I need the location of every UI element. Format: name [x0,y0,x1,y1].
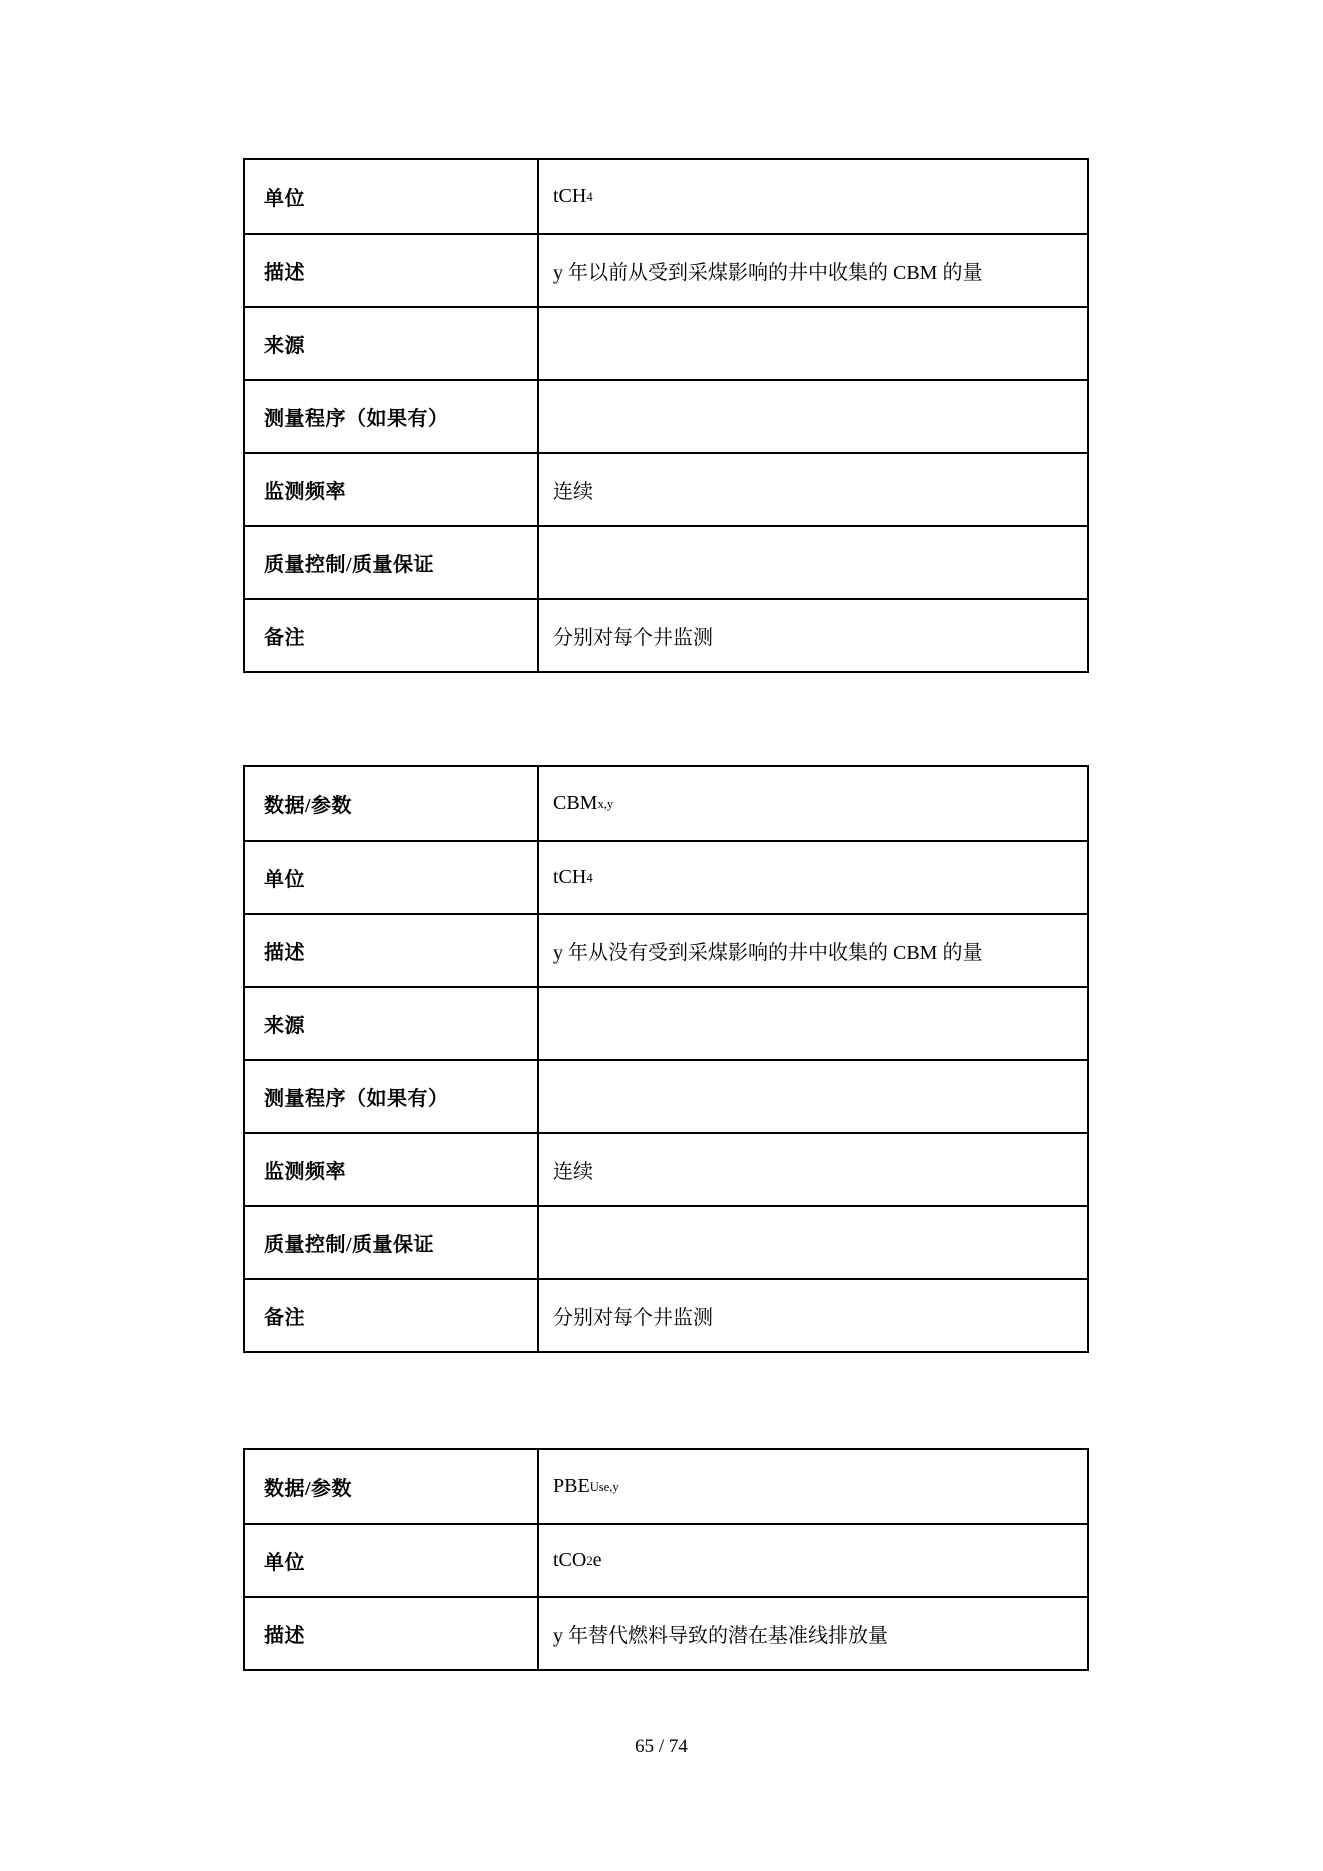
row-value-cell [539,308,1087,379]
row-label-cell: 描述 [245,235,539,306]
row-value-cell [539,1207,1087,1278]
row-label-cell: 监测频率 [245,1134,539,1205]
row-label-cell: 来源 [245,988,539,1059]
table-row [245,306,1087,379]
value-text: 分别对每个井监测 [553,627,713,649]
row-label-cell: 质量控制/质量保证 [245,527,539,598]
value-text: PBE [553,1475,590,1497]
table-row [245,452,1087,525]
row-value-cell [539,1280,1087,1351]
row-value-cell [539,1134,1087,1205]
row-value-cell: PBE Use,y [553,1475,619,1497]
row-value-cell [539,527,1087,598]
value-text: 连续 [553,1161,593,1183]
row-label-cell: 测量程序（如果有） [245,1061,539,1132]
row-label-cell: 备注 [245,1280,539,1351]
table-row [245,913,1087,986]
table-row [245,840,1087,913]
page-number: 65 / 74 [635,1736,688,1757]
row-label-cell: 备注 [245,600,539,671]
row-value-cell [539,1061,1087,1132]
value-text: e [592,1549,602,1571]
row-label-cell: 监测频率 [245,454,539,525]
table-row [245,767,1087,840]
row-value-cell [539,1598,1087,1669]
value-text: tCH [553,185,587,207]
row-value-cell [539,381,1087,452]
row-value-cell [539,454,1087,525]
table-row [245,1205,1087,1278]
table-row [245,598,1087,671]
table-row [245,1059,1087,1132]
monitoring-parameter-table-continued [243,158,1089,673]
row-value-cell: tCH 4 [553,185,593,207]
row-label-cell: 测量程序（如果有） [245,381,539,452]
value-text: tCH [553,866,587,888]
row-label-cell: 质量控制/质量保证 [245,1207,539,1278]
value-text: y 年从没有受到采煤影响的井中收集的 CBM 的量 [553,942,983,964]
row-value-cell [539,235,1087,306]
row-label-cell: 单位 [245,842,539,913]
row-label-cell: 描述 [245,1598,539,1669]
row-label-cell: 来源 [245,308,539,379]
value-text: tCO [553,1549,587,1571]
row-value-cell [539,988,1087,1059]
row-value-cell [539,600,1087,671]
row-label-cell: 数据/参数 [245,1450,539,1523]
table-row [245,525,1087,598]
table-row [245,1596,1087,1669]
table-row [245,160,1087,233]
value-text: 分别对每个井监测 [553,1307,713,1329]
table-row [245,986,1087,1059]
table-row [245,1132,1087,1205]
row-value-cell: tCH 4 [553,866,593,888]
table-row [245,379,1087,452]
row-label-cell: 单位 [245,1525,539,1596]
row-value-cell [539,915,1087,986]
row-label-cell: 描述 [245,915,539,986]
monitoring-parameter-table-pbe-use [243,1448,1089,1671]
table-row [245,233,1087,306]
row-value-cell: CBM x,y [553,792,614,814]
row-label-cell: 单位 [245,160,539,233]
value-text: y 年以前从受到采煤影响的井中收集的 CBM 的量 [553,262,983,284]
row-label-cell: 数据/参数 [245,767,539,840]
table-row [245,1523,1087,1596]
table-row [245,1450,1087,1523]
value-text: y 年替代燃料导致的潜在基准线排放量 [553,1625,888,1647]
value-text: CBM [553,792,598,814]
value-text: 连续 [553,481,593,503]
table-row [245,1278,1087,1351]
monitoring-parameter-table-cbm-xy [243,765,1089,1353]
row-value-cell: tCO 2 e [553,1549,602,1571]
